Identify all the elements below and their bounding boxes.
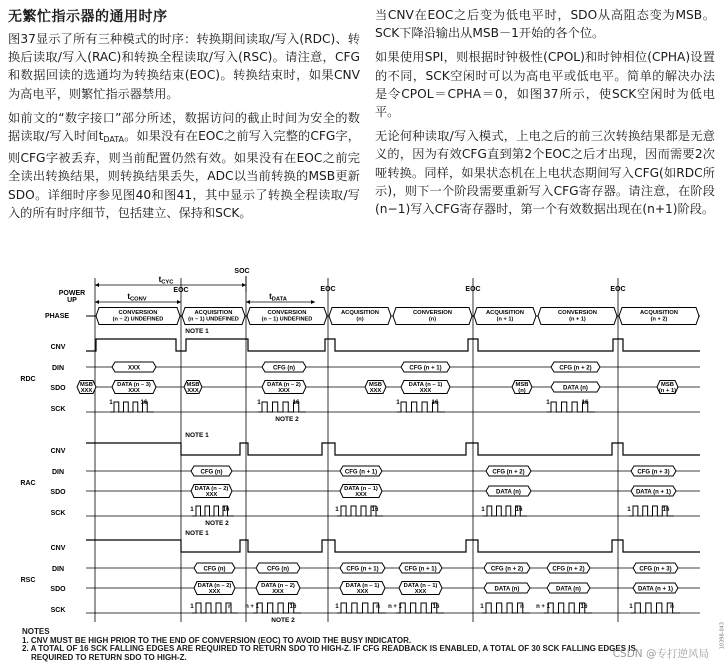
data-box-label: XXX [205, 492, 218, 498]
data-box-label: XXX [278, 388, 290, 394]
data-box-label: DATA (n) [496, 489, 521, 496]
sck-edge-16: 16 [371, 506, 379, 513]
data-box-label: DATA (n – 2) [197, 583, 232, 589]
sck-edge-16: 16 [292, 399, 300, 406]
sck-edge-1: 1 [481, 506, 485, 513]
cnv-label: CNV [50, 448, 66, 455]
sck-edge-1: 1 [190, 603, 194, 610]
cnv-waveform [86, 339, 700, 351]
data-box-label: (n) [518, 388, 526, 394]
phase-index: (n + 1) [569, 316, 586, 323]
note-1-marker: NOTE 1 [185, 530, 209, 537]
data-box-label: CFG (n + 1) [346, 566, 379, 573]
paragraph-text: 如前文的“数字接口”部分所述，数据访问的截止时间为安全的数据读取/写入时间t [8, 110, 360, 144]
sck-edge-1: 1 [546, 399, 550, 406]
phase-name: ACQUISITION [485, 310, 525, 316]
data-box-label: CFG (n + 2) [552, 566, 585, 573]
sck-edge-1: 1 [396, 399, 400, 406]
arrow-head [95, 283, 99, 287]
data-box-label: DATA (n – 2) [194, 486, 229, 492]
paragraph [8, 109, 360, 222]
note-1-marker: NOTE 1 [185, 328, 209, 335]
notes-title: NOTES [22, 627, 50, 636]
sck-edge-1: 1 [257, 399, 261, 406]
sck-edge-16: 16 [580, 603, 588, 610]
data-box-label: CFG (n + 2) [559, 365, 592, 372]
data-box-label: CFG (n) [273, 365, 295, 372]
sck-edge-16: 16 [581, 399, 589, 406]
sck-edge-n: n [520, 603, 524, 610]
note-1: 1. CNV MUST BE HIGH PRIOR TO THE END OF CONVERSION (EOC) TO AVOID THE BUSY INDICATOR. [22, 635, 412, 645]
sck-edge-1: 1 [627, 506, 631, 513]
data-box-label: XXX [80, 388, 93, 394]
data-box-label: XXX [128, 388, 140, 394]
data-box-label: DATA (n – 1) [408, 382, 443, 388]
paragraph: 如果使用SPI，则根据时钟极性(CPOL)和时钟相位(CPHA)设置的不同，SCK空闲时可以为高电平或低电平。简单的解决办法是令CPOL＝CPHA＝0，如图37所示，使SCK空闲时为低电平。 [375, 50, 715, 120]
phase-label: PHASE [44, 313, 70, 320]
mode-label: RDC [20, 376, 36, 383]
data-box-label: (n + 1) [658, 388, 677, 394]
subscript: DATA [103, 135, 124, 145]
phase-name: ACQUISITION [194, 310, 233, 316]
sck-edge-1: 1 [335, 506, 339, 513]
tdata-label: tDATA [269, 292, 287, 303]
sdo-label: SDO [50, 586, 66, 593]
eoc-label: EOC [465, 286, 481, 293]
phase-name: CONVERSION [118, 310, 158, 316]
mode-label: RSC [20, 577, 36, 584]
sck-edge-16: 16 [515, 506, 523, 513]
left-text-column [8, 6, 360, 228]
sck-edge-1: 1 [335, 603, 339, 610]
cnv-waveform [86, 540, 700, 552]
eoc-label: EOC [610, 286, 626, 293]
sdo-label: SDO [50, 489, 66, 496]
sck-edge-1: 1 [109, 399, 113, 406]
data-box-label: CFG (n) [203, 566, 226, 573]
sck-edge-n: n [228, 603, 232, 610]
sck-edge-16: 16 [140, 399, 148, 406]
eoc-label: EOC [173, 287, 189, 294]
figure-notes [22, 628, 712, 662]
phase-index: (n + 2) [650, 316, 668, 323]
phase-name: CONVERSION [267, 310, 307, 316]
data-box-label: XXX [356, 589, 369, 595]
data-box-label: CFG (n + 2) [492, 469, 525, 476]
sck-edge-16: 16 [222, 506, 230, 513]
tconv-label: tCONV [127, 292, 147, 303]
data-box-label: XXX [272, 589, 284, 595]
tcyc-label: tCYC [158, 275, 174, 286]
data-box-label: DATA (n) [563, 385, 588, 392]
paragraph: 无论何种读取/写入模式，上电之后的前三次转换结果都是无意义的，因为有效CFG直到第2个EOC之后才出现，因而需要2次哑转换。同样，如果状态机在上电状态期间写入CFG(如RDC所示)，则下一个阶段需要重新写入CFG寄存器。请注意，在阶段(n−1)写入CFG寄存器时，第一个有效数据出现在(n+1)阶段。 [375, 129, 715, 217]
data-box-label: MSB [661, 382, 674, 388]
phase-index: (n – 1) UNDEFINED [261, 316, 313, 323]
sck-edge-n-plus-1: n + 1 [245, 604, 259, 610]
phase-name: ACQUISITION [639, 310, 679, 316]
data-box-label: MSB [186, 382, 200, 388]
data-box-label: XXX [419, 388, 432, 394]
paragraph: 当CNV在EOC之后变为低电平时，SDO从高阻态变为MSB。SCK下降沿输出从MSB－1开始的各个位。 [375, 8, 715, 41]
sck-edge-1: 1 [190, 506, 194, 513]
cnv-label: CNV [50, 545, 66, 552]
phase-index: (n – 2) UNDEFINED [112, 316, 164, 323]
watermark: CSDN @专打逆风局 [612, 648, 709, 660]
sck-label: SCK [50, 510, 66, 517]
figure-code: 10398-043 [719, 622, 725, 650]
arrow-head [177, 300, 181, 304]
sck-edge-16: 16 [662, 506, 670, 513]
data-box-label: DATA (n) [494, 586, 520, 593]
power-up-label: POWER [58, 290, 86, 297]
sck-edge-16: 16 [432, 603, 440, 610]
data-box-label: CFG (n + 1) [409, 365, 442, 372]
data-box-label: DATA (n – 1) [403, 583, 438, 589]
note-2-cont: REQUIRED TO RETURN SDO TO HIGH-Z. [31, 652, 187, 662]
data-box-label: DATA (n – 1) [344, 486, 378, 492]
data-box-label: DATA (n + 1) [637, 586, 674, 593]
sck-edge-n: n [670, 603, 674, 610]
sdo-label: SDO [50, 385, 66, 392]
cnv-label: CNV [50, 344, 66, 351]
din-label: DIN [51, 566, 65, 573]
phase-name: CONVERSION [413, 310, 452, 316]
phase-index: (n) [428, 316, 437, 323]
timing-diagram [0, 270, 723, 628]
data-box-label: CFG (n + 3) [637, 469, 670, 476]
soc-label: SOC [234, 268, 250, 275]
sck-edge-16: 16 [431, 399, 439, 406]
data-box-label: CFG (n + 1) [404, 566, 437, 573]
din-label: DIN [51, 469, 65, 476]
data-box-label: DATA (n – 2) [261, 583, 295, 589]
sck-edge-16: 16 [289, 603, 297, 610]
data-box-label: MSB [369, 382, 382, 388]
din-label: DIN [51, 365, 65, 372]
data-box-label: XXX [187, 388, 199, 394]
note-2: 2. A TOTAL OF 16 SCK FALLING EDGES ARE REQUIRED TO RETURN SDO TO HIGH-Z. IF CFG READBACK IS ENABLED, A TOTAL OF 30 SCK FALLING EDGES IS [22, 644, 636, 654]
data-box-label: MSB [515, 382, 529, 388]
data-box-label: DATA (n) [556, 586, 581, 593]
data-box-label: XXX [414, 589, 427, 595]
data-box-label: CFG (n + 2) [490, 566, 524, 573]
paragraph: 图37显示了所有三种模式的时序：转换期间读取/写入(RDC)、转换后读取/写入(RAC)和转换全程读取/写入(RSC)。请注意，CFG和数据回读的选通均为转换结束(EOC)。转换结束时，如果CNV为高电平，则繁忙指示器禁用。 [8, 32, 360, 101]
phase-index: (n + 1) [496, 316, 514, 323]
mode-label: RAC [20, 480, 36, 487]
sck-edge-1: 1 [629, 603, 633, 610]
data-box-label: XXX [355, 492, 367, 498]
arrow-head [311, 300, 315, 304]
data-box-label: MSB [80, 382, 93, 388]
eoc-label: EOC [320, 286, 336, 293]
arrow-head [242, 283, 246, 287]
data-box-label: DATA (n – 3) [117, 382, 151, 388]
note-2-marker: NOTE 2 [275, 416, 299, 423]
data-box-label: DATA (n – 1) [345, 583, 380, 589]
sck-label: SCK [50, 406, 66, 413]
power-up-label: UP [67, 297, 77, 304]
phase-index: (n) [356, 316, 364, 323]
sck-edge-n-plus-1: n + 1 [536, 604, 550, 610]
data-box-label: CFG (n + 1) [344, 469, 378, 476]
sck-edge-n-plus-1: n + 1 [388, 604, 402, 610]
right-text-column [375, 6, 715, 224]
sck-edge-n: n [376, 603, 380, 610]
data-box-label: CFG (n + 3) [639, 566, 672, 573]
sck-label: SCK [50, 607, 66, 614]
note-2-marker: NOTE 2 [205, 520, 229, 527]
section-heading: 无繁忙指示器的通用时序 [8, 9, 168, 25]
paragraph-text: 。如果没有在EOC之前写入完整的CFG字，则CFG字被丢弃，则当前配置仍然有效。如果没有在EOC之前完全读出转换结果，则转换结果丢失，ADC以当前转换的MSB更新SDO。详细时序参见图40和图41，其中显示了转换全程读取/写入的所有时序细节，包括建立、保持和SCK。 [8, 129, 360, 220]
cnv-waveform [86, 443, 700, 455]
data-box-label: XXX [208, 589, 221, 595]
data-box-label: CFG (n) [200, 469, 223, 476]
phase-index: (n – 1) UNDEFINED [188, 316, 239, 323]
data-box-label: DATA (n + 1) [635, 489, 672, 496]
note-1-marker: NOTE 1 [185, 432, 209, 439]
sck-edge-1: 1 [480, 603, 484, 610]
phase-name: ACQUISITION [340, 310, 380, 316]
data-box-label: DATA (n – 2) [267, 382, 301, 388]
data-box-label: XXX [369, 388, 382, 394]
arrow-head [246, 300, 250, 304]
phase-name: CONVERSION [558, 310, 597, 316]
arrow-head [95, 300, 99, 304]
note-2-marker: NOTE 2 [271, 617, 295, 624]
data-box-label: CFG (n) [267, 566, 289, 573]
data-box-label: XXX [127, 365, 141, 372]
